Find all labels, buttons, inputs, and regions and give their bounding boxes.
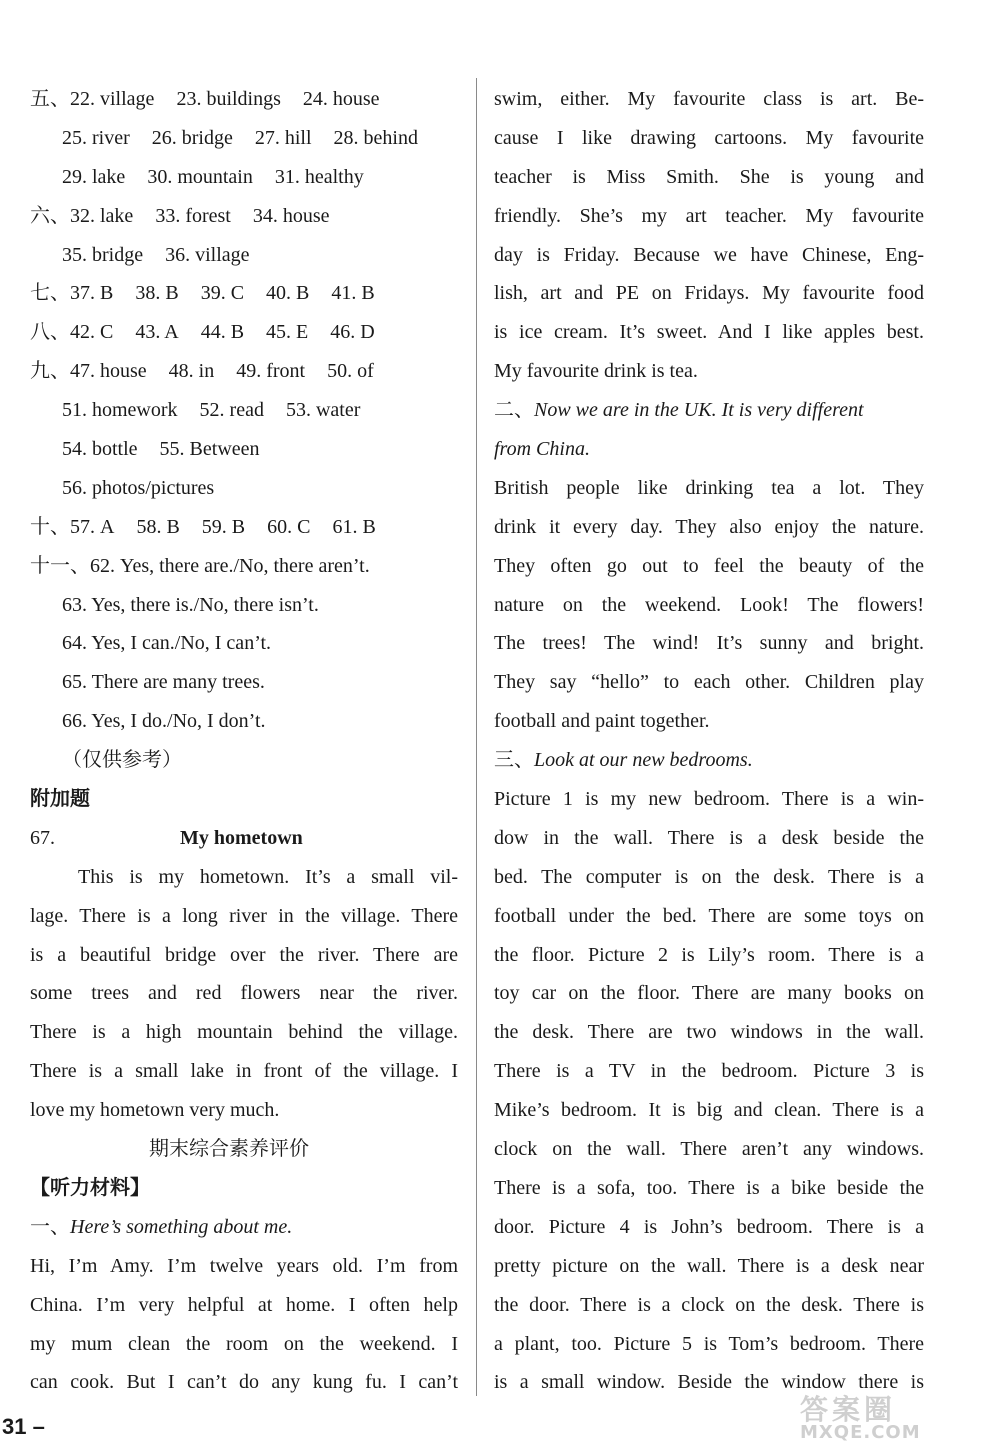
answer-row: 五、22. village 23. buildings 24. house: [30, 88, 380, 110]
passage-line: day is Friday. Because we have Chinese, Eng-: [494, 243, 924, 266]
passage-line: cause I like drawing cartoons. My favourite: [494, 126, 924, 149]
answer-row: 29. lake 30. mountain 31. healthy: [62, 165, 364, 188]
passage-line: swim, either. My favourite class is art. Be-: [494, 88, 924, 110]
part2-heading: 二、Now we are in the UK. It is very different: [494, 399, 864, 422]
essay-title-row: [30, 819, 458, 858]
answer-row: 64. Yes, I can./No, I can’t.: [62, 632, 272, 655]
passage-line: They often go out to feel the beauty of the: [494, 554, 924, 577]
answer-row: 63. Yes, there is./No, there isn’t.: [62, 593, 319, 616]
answer-row: 56. photos/pictures: [62, 476, 215, 499]
watermark-top: 答案圈: [800, 1393, 897, 1426]
column-divider: [476, 78, 477, 1396]
passage-line: There is a sofa, too. There is a bike beside the: [494, 1176, 924, 1199]
passage-line: can cook. But I can’t do any kung fu. I can’t: [30, 1371, 458, 1394]
essay-line: This is my hometown. It’s a small vil-: [78, 865, 458, 888]
passage-line: door. Picture 4 is John’s bedroom. There is a: [494, 1215, 924, 1238]
passage-line: Hi, I’m Amy. I’m twelve years old. I’m from: [30, 1254, 458, 1277]
part1-heading: 一、Here’s something about me.: [30, 1215, 293, 1238]
final-assessment-title: 期末综合素养评价: [149, 1138, 309, 1161]
answer-row: 八、42. C 43. A 44. B 45. E 46. D: [30, 321, 375, 344]
passage-line: China. I’m very helpful at home. I often help: [30, 1293, 458, 1316]
passage-line: Picture 1 is my new bedroom. There is a win-: [494, 788, 924, 811]
passage-line: the floor. Picture 2 is Lily’s room. There is a: [494, 943, 924, 966]
watermark-bottom: MXQE.COM: [800, 1422, 921, 1443]
passage-line: teacher is Miss Smith. She is young and: [494, 165, 924, 188]
part2-heading-cont: from China.: [494, 438, 590, 461]
right-column: [494, 80, 924, 1402]
passage-line: bed. The computer is on the desk. There is a: [494, 865, 924, 888]
essay-line: lage. There is a long river in the village. There: [30, 904, 458, 927]
answer-row: 九、47. house 48. in 49. front 50. of: [30, 360, 374, 383]
answer-row: 七、37. B 38. B 39. C 40. B 41. B: [30, 282, 375, 305]
answer-row: 25. river 26. bridge 27. hill 28. behind: [62, 126, 418, 149]
answer-row: 35. bridge 36. village: [62, 243, 250, 266]
answer-row: 51. homework 52. read 53. water: [62, 399, 361, 422]
answer-row: 六、32. lake 33. forest 34. house: [30, 204, 330, 227]
passage-line: the desk. There are two windows in the wall.: [494, 1021, 924, 1044]
passage-line: is ice cream. It’s sweet. And I like apples best.: [494, 321, 924, 344]
essay-line: some trees and red flowers near the river.: [30, 982, 458, 1005]
passage-line: football and paint together.: [494, 710, 710, 733]
extra-question-heading: 附加题: [30, 788, 90, 811]
answer-row: 54. bottle 55. Between: [62, 438, 260, 461]
passage-line: nature on the weekend. Look! The flowers!: [494, 593, 924, 616]
page-number: 31 –: [2, 1414, 45, 1439]
passage-line: clock on the wall. There aren’t any windows.: [494, 1138, 924, 1161]
passage-line: Mike’s bedroom. It is big and clean. There is a: [494, 1099, 924, 1122]
essay-line: There is a high mountain behind the village.: [30, 1021, 458, 1044]
passage-line: friendly. She’s my art teacher. My favourite: [494, 204, 924, 227]
passage-line: football under the bed. There are some toys on: [494, 904, 924, 927]
passage-line: my mum clean the room on the weekend. I: [30, 1332, 458, 1355]
answer-row: 66. Yes, I do./No, I don’t.: [62, 710, 266, 733]
passage-line: toy car on the floor. There are many books on: [494, 982, 924, 1005]
answer-row: 十、57. A 58. B 59. B 60. C 61. B: [30, 515, 376, 538]
passage-line: pretty picture on the wall. There is a desk near: [494, 1254, 924, 1277]
passage-line: lish, art and PE on Fridays. My favourite food: [494, 282, 924, 305]
answer-row: 65. There are many trees.: [62, 671, 265, 694]
passage-line: They say “hello” to each other. Children play: [494, 671, 924, 694]
passage-line: British people like drinking tea a lot. They: [494, 476, 924, 499]
essay-line: is a beautiful bridge over the river. There are: [30, 943, 458, 966]
left-column: [30, 80, 458, 1402]
passage-line: a plant, too. Picture 5 is Tom’s bedroom. There: [494, 1332, 924, 1355]
listening-label: 【听力材料】: [30, 1176, 150, 1199]
passage-line: There is a TV in the bedroom. Picture 3 is: [494, 1060, 924, 1083]
watermark-logo: [800, 1388, 990, 1446]
passage-line: My favourite drink is tea.: [494, 360, 698, 383]
part3-heading: 三、Look at our new bedrooms.: [494, 749, 753, 772]
passage-line: drink it every day. They also enjoy the nature.: [494, 515, 924, 538]
essay-number: 67.: [30, 826, 55, 849]
passage-line: the door. There is a clock on the desk. There is: [494, 1293, 924, 1316]
passage-line: The trees! The wind! It’s sunny and bright.: [494, 632, 924, 655]
passage-line: is a small window. Beside the window there is: [494, 1371, 924, 1394]
answer-row: 十一、62. Yes, there are./No, there aren’t.: [30, 554, 370, 577]
passage-line: dow in the wall. There is a desk beside the: [494, 826, 924, 849]
essay-line: love my hometown very much.: [30, 1099, 280, 1122]
essay-title: My hometown: [180, 826, 303, 849]
essay-line: There is a small lake in front of the village. I: [30, 1060, 458, 1083]
reference-note: （仅供参考）: [62, 749, 182, 772]
